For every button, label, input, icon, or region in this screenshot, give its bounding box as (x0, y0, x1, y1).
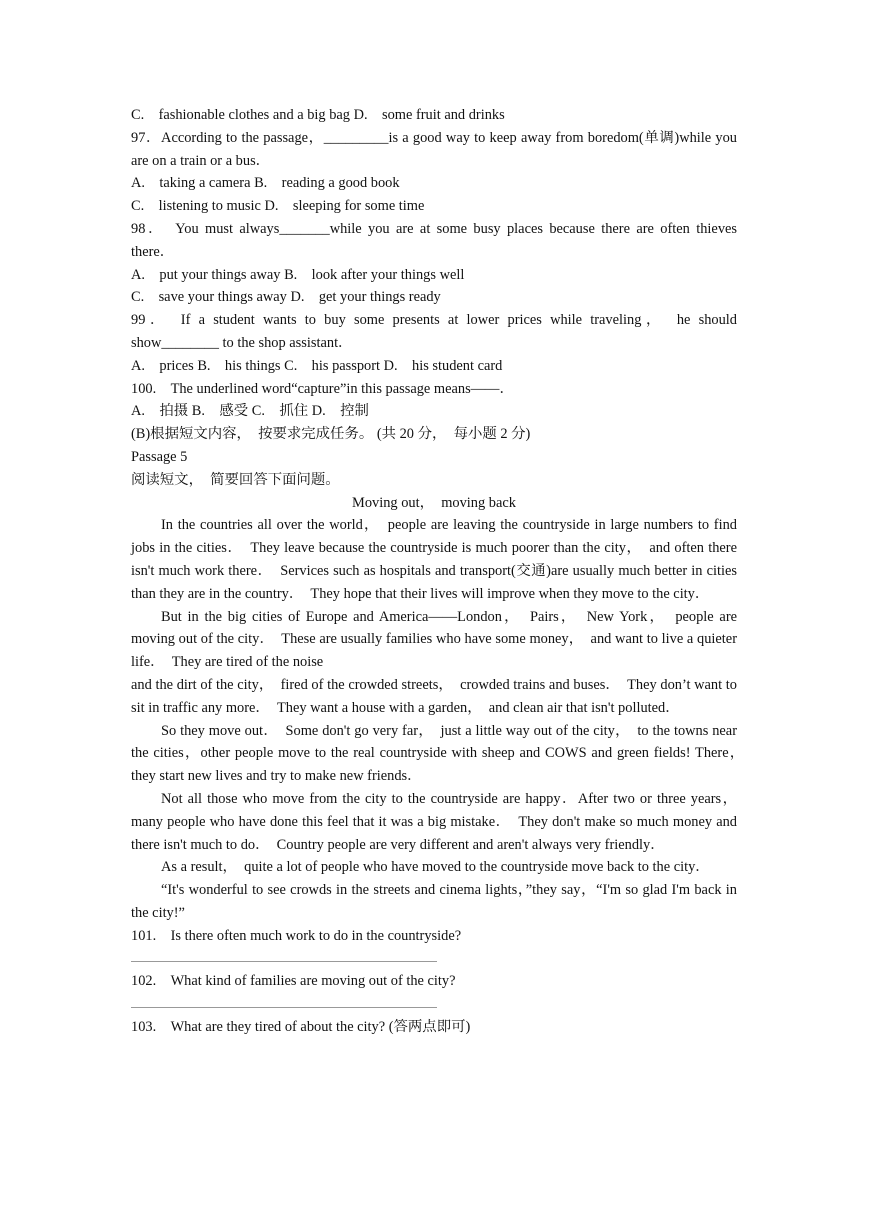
passage-paragraph-5: As a result， quite a lot of people who have moved to the countryside move back to the city． (161, 859, 710, 876)
question-97-options-cd: C. listening to music D. sleeping for some time (131, 198, 425, 215)
passage-paragraph-3: So they move out． Some don't go very far， just a little way out of the city， to the towns near the cities，other people move to the real countryside with sheep and COWS and green fields! There， they start new lives and try to make new friends． (131, 722, 752, 785)
passage-label: Passage 5 (131, 448, 188, 465)
passage-paragraph-1: In the countries all over the world， people are leaving the countryside in large numbers to find jobs in the cities． They leave because the countryside is much poorer than the city， and often there isn't much work there． Services such as hospitals and transport(交通)are usually much better in cities than they are in the country． They hope that their lives will improve when they move to the city． (131, 517, 737, 602)
question-99-options: A. prices B. his things C. his passport D. his student card (131, 357, 503, 374)
question-102: 102. What kind of families are moving out of the city? (131, 973, 456, 990)
question-97-options-ab: A. taking a camera B. reading a good book (131, 175, 400, 192)
question-100-stem: 100. The underlined word“capture”in this passage means——． (131, 380, 514, 397)
question-98-options-cd: C. save your things away D. get your things ready (131, 289, 441, 306)
passage-paragraph-2-continued: and the dirt of the city， fired of the crowded streets， crowded trains and buses． They don’t want to sit in traffic any more． They want a house with a garden， and clean air that isn't polluted． (131, 676, 737, 716)
section-b-heading: (B)根据短文内容， 按要求完成任务。 (共 20 分， 每小题 2 分) (131, 426, 531, 443)
answer-line-102 (131, 993, 437, 1008)
answer-line-101 (131, 947, 437, 962)
question-103: 103. What are they tired of about the city? (答两点即可) (131, 1019, 471, 1036)
question-97-stem: 97．According to the passage，_________is a good way to keep away from boredom(单调)while you are on a train or a bus． (131, 129, 737, 169)
question-99-stem: 99． If a student wants to buy some presents at lower prices while traveling， he should show________ to the shop assistant． (131, 312, 737, 351)
passage-instruction: 阅读短文， 简要回答下面问题。 (131, 471, 340, 488)
passage-title: Moving out， moving back (352, 494, 516, 511)
passage-paragraph-6: “It's wonderful to see crowds in the streets and cinema lights，”they say，“I'm so glad I'm back in the city!” (131, 882, 737, 921)
passage-paragraph-2: But in the big cities of Europe and America——London， Pairs， New York， people are moving out of the city． These are usually families who have some money， and want to live a quieter life． They are tired of the noise (131, 608, 737, 671)
question-100-options: A. 拍摄 B. 感受 C. 抓住 D. 控制 (131, 403, 369, 420)
question-101: 101. Is there often much work to do in the countryside? (131, 927, 462, 944)
question-96-options-cd: C. fashionable clothes and a big bag D. some fruit and drinks (131, 107, 505, 123)
question-98-stem: 98． You must always_______while you are at some busy places because there are often thieves there． (131, 220, 737, 260)
question-98-options-ab: A. put your things away B. look after your things well (131, 266, 465, 283)
passage-paragraph-4: Not all those who move from the city to the countryside are happy．After two or three years，many people who have done this feel that it was a big mistake． They don't make so much money and there isn't much to do． Country people are very different and aren't always very friendly． (131, 790, 737, 853)
exam-page (131, 104, 752, 1039)
